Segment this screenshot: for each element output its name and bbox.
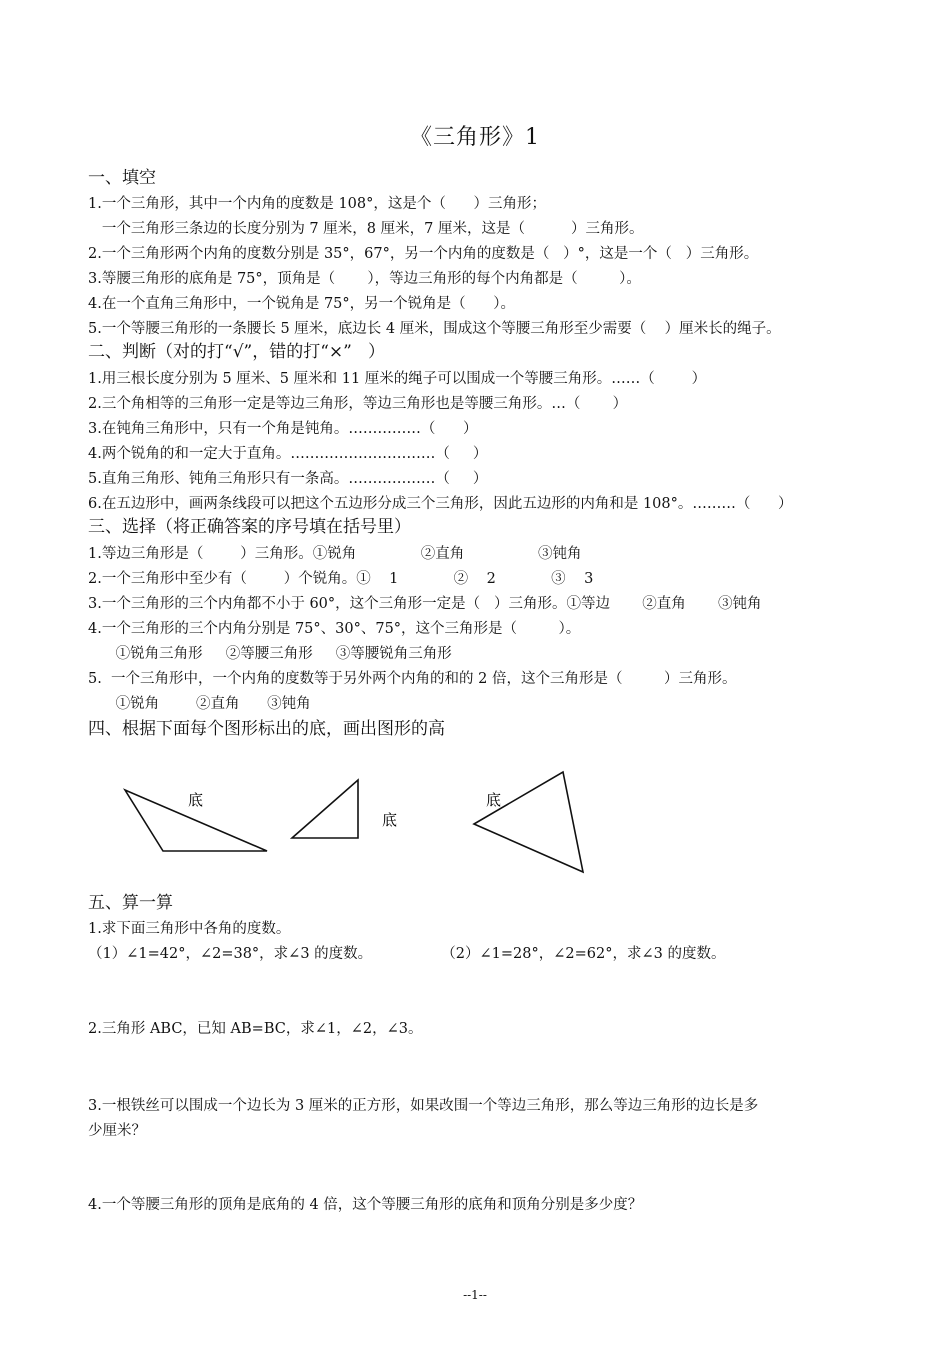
judge-question-3: 3.在钝角三角形中，只有一个角是钝角。……………（ ）: [88, 421, 478, 437]
fill-question-4: 4.在一个直角三角形中，一个锐角是 75°，另一个锐角是（ ）。: [88, 296, 516, 312]
page-title: 《三角形》1: [410, 125, 540, 150]
base-label-3: 底: [486, 791, 502, 809]
calc-question-3: 3.一根铁丝可以围成一个边长为 3 厘米的正方形，如果改围一个等边三角形，那么等边三角形的边长是多: [88, 1098, 759, 1114]
fill-question-2: 2.一个三角形两个内角的度数分别是 35°，67°，另一个内角的度数是（ ）°，这是一个（ ）三角形。: [88, 246, 759, 262]
judge-question-1: 1.用三根长度分别为 5 厘米、5 厘米和 11 厘米的绳子可以围成一个等腰三角形。……（ ）: [88, 371, 707, 387]
judge-question-6: 6.在五边形中，画两条线段可以把这个五边形分成三个三角形，因此五边形的内角和是 108°。………（ ）: [88, 496, 793, 512]
calc-question-2: 2.三角形 ABC，已知 AB=BC，求∠1，∠2，∠3。: [88, 1021, 423, 1037]
base-label-1: 底: [188, 791, 204, 809]
page-number: --1--: [463, 1288, 487, 1302]
choice-question-5: 5. 一个三角形中，一个内角的度数等于另外两个内角的和的 2 倍，这个三角形是（ ）三角形。: [88, 671, 737, 687]
choice-question-2: 2.一个三角形中至少有（ ）个锐角。① 1 ② 2 ③ 3: [88, 571, 594, 587]
judge-question-4: 4.两个锐角的和一定大于直角。…………………………（ ）: [88, 446, 488, 462]
fill-question-3: 3.等腰三角形的底角是 75°，顶角是（ ），等边三角形的每个内角都是（ ）。: [88, 271, 641, 287]
calc-question-1: 1.求下面三角形中各角的度数。: [88, 921, 291, 937]
judge-question-2: 2.三个角相等的三角形一定是等边三角形，等边三角形也是等腰三角形。…（ ）: [88, 396, 628, 412]
calc-question-1-parts: （1）∠1=42°，∠2=38°，求∠3 的度数。 （2）∠1=28°，∠2=62°，求∠3 的度数。: [88, 946, 726, 962]
choice-question-1: 1.等边三角形是（ ）三角形。①锐角 ②直角 ③钝角: [88, 546, 582, 562]
right-triangle: [292, 780, 358, 838]
section-heading-judge: 二、判断（对的打“√”，错的打“×” ）: [88, 342, 386, 362]
calc-question-4: 4.一个等腰三角形的顶角是底角的 4 倍，这个等腰三角形的底角和顶角分别是多少度？: [88, 1197, 643, 1213]
choice-question-3: 3.一个三角形的三个内角都不小于 60°，这个三角形一定是（ ）三角形。①等边 ②直角 ③钝角: [88, 596, 762, 612]
choice-question-5-options: ①锐角 ②直角 ③钝角: [88, 696, 311, 712]
judge-question-5: 5.直角三角形、钝角三角形只有一条高。………………（ ）: [88, 471, 488, 487]
section-heading-fill: 一、填空: [88, 168, 156, 188]
acute-triangle: [474, 772, 583, 872]
choice-question-4-options: ①锐角三角形 ②等腰三角形 ③等腰锐角三角形: [88, 646, 452, 662]
section-heading-calc: 五、算一算: [88, 893, 173, 913]
choice-question-4: 4.一个三角形的三个内角分别是 75°、30°、75°，这个三角形是（ ）。: [88, 621, 581, 637]
calc-question-3b: 少厘米？: [88, 1123, 146, 1139]
fill-question-1: 1.一个三角形，其中一个内角的度数是 108°，这是个（ ）三角形；: [88, 196, 547, 212]
base-label-2: 底: [382, 811, 398, 829]
section-heading-choice: 三、选择（将正确答案的序号填在括号里）: [88, 517, 411, 537]
section-heading-draw: 四、根据下面每个图形标出的底，画出图形的高: [88, 719, 445, 739]
triangle-figures: [0, 750, 950, 890]
fill-question-5: 5.一个等腰三角形的一条腰长 5 厘米，底边长 4 厘米，围成这个等腰三角形至少需要（ ）厘米长的绳子。: [88, 321, 781, 337]
fill-question-1b: 一个三角形三条边的长度分别为 7 厘米，8 厘米，7 厘米，这是（ ）三角形。: [88, 221, 644, 237]
